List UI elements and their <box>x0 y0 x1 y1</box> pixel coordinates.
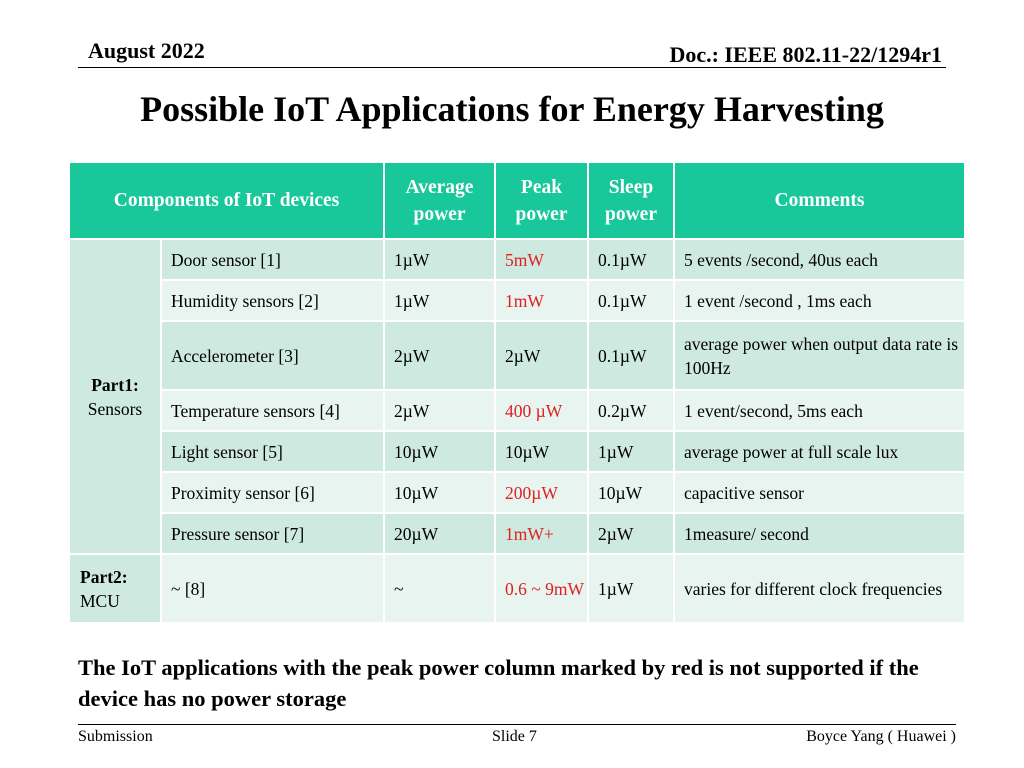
table-row <box>69 472 965 513</box>
cell-comment: 1 event /second , 1ms each <box>674 280 965 321</box>
cell-peak: 400 µW <box>495 390 588 431</box>
col-header-comments: Comments <box>674 162 965 239</box>
cell-device: Accelerometer [3] <box>161 321 384 390</box>
cell-sleep: 10µW <box>588 472 674 513</box>
table-row <box>69 390 965 431</box>
cell-sleep: 0.1µW <box>588 239 674 280</box>
cell-peak: 200µW <box>495 472 588 513</box>
cell-peak: 5mW <box>495 239 588 280</box>
cell-sleep: 0.2µW <box>588 390 674 431</box>
cell-peak: 1mW <box>495 280 588 321</box>
group-label: MCU <box>80 590 120 611</box>
cell-comment: 1 event/second, 5ms each <box>674 390 965 431</box>
cell-device: Pressure sensor [7] <box>161 513 384 554</box>
cell-sleep: 2µW <box>588 513 674 554</box>
cell-average: 2µW <box>384 390 495 431</box>
footer-divider <box>78 724 956 725</box>
slide-title: Possible IoT Applications for Energy Harvesting <box>140 89 884 129</box>
table-row <box>69 239 965 280</box>
cell-average: 20µW <box>384 513 495 554</box>
group-label: Sensors <box>87 398 143 419</box>
cell-average: ~ <box>384 554 495 623</box>
header-doc-id: Doc.: IEEE 802.11-22/1294r1 <box>669 42 942 67</box>
cell-sleep: 1µW <box>588 554 674 623</box>
cell-device: Proximity sensor [6] <box>161 472 384 513</box>
cell-comment: average power when output data rate is 100Hz <box>674 321 965 390</box>
footnote-text: The IoT applications with the peak power column marked by red is not supported if the device has no power storage <box>78 655 919 711</box>
cell-peak: 10µW <box>495 431 588 472</box>
cell-comment: 5 events /second, 40us each <box>674 239 965 280</box>
group-sensors <box>69 239 161 554</box>
footer-slide-number: Slide 7 <box>492 728 537 745</box>
cell-peak: 0.6 ~ 9mW <box>495 554 588 623</box>
cell-sleep: 0.1µW <box>588 280 674 321</box>
group-mcu <box>69 554 161 623</box>
table-row <box>69 431 965 472</box>
cell-comment: average power at full scale lux <box>674 431 965 472</box>
cell-device: Temperature sensors [4] <box>161 390 384 431</box>
cell-peak: 1mW+ <box>495 513 588 554</box>
cell-average: 2µW <box>384 321 495 390</box>
table-row <box>69 280 965 321</box>
power-table <box>68 161 966 624</box>
cell-peak: 2µW <box>495 321 588 390</box>
group-label-bold: Part1: <box>91 374 139 395</box>
cell-comment: varies for different clock frequencies <box>674 554 965 623</box>
cell-comment: capacitive sensor <box>674 472 965 513</box>
col-header-average: Average power <box>384 162 495 239</box>
footer-submission: Submission <box>78 728 153 745</box>
cell-device: Humidity sensors [2] <box>161 280 384 321</box>
table-row <box>69 321 965 390</box>
cell-average: 1µW <box>384 280 495 321</box>
col-header-sleep: Sleep power <box>588 162 674 239</box>
header-date: August 2022 <box>88 38 205 63</box>
footer-author: Boyce Yang ( Huawei ) <box>806 728 956 745</box>
col-header-peak: Peak power <box>495 162 588 239</box>
cell-sleep: 1µW <box>588 431 674 472</box>
col-header-components: Components of IoT devices <box>69 162 384 239</box>
cell-sleep: 0.1µW <box>588 321 674 390</box>
cell-device: ~ [8] <box>161 554 384 623</box>
cell-device: Door sensor [1] <box>161 239 384 280</box>
cell-average: 10µW <box>384 431 495 472</box>
cell-comment: 1measure/ second <box>674 513 965 554</box>
table-header-row <box>69 162 965 239</box>
cell-device: Light sensor [5] <box>161 431 384 472</box>
table-row <box>69 554 965 623</box>
group-label-bold: Part2: <box>80 566 128 587</box>
cell-average: 1µW <box>384 239 495 280</box>
table-row <box>69 513 965 554</box>
cell-average: 10µW <box>384 472 495 513</box>
header-divider <box>78 67 946 68</box>
